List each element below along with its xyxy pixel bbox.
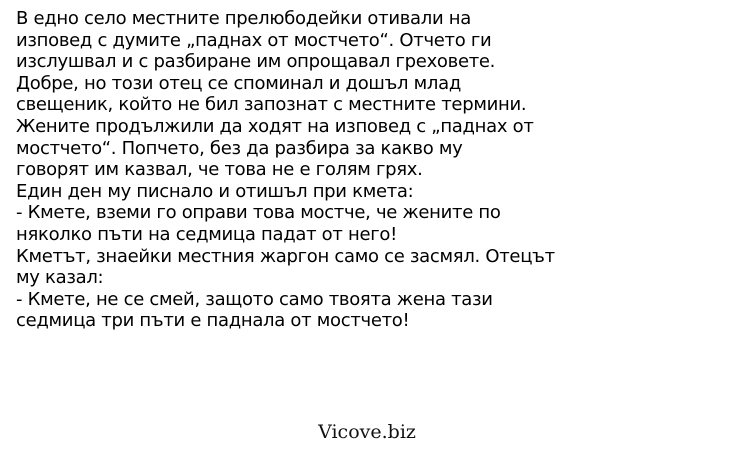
joke-line: изслушвал и с разбиране им опрощавал греховете. bbox=[16, 51, 496, 73]
joke-line: няколко пъти на седмица падат от него! bbox=[16, 223, 398, 245]
joke-line: свещеник, който не бил запознат с местните термини. bbox=[16, 94, 527, 116]
joke-line: говорят им казвал, че това не е голям грях. bbox=[16, 159, 423, 181]
site-watermark: Vicove.biz bbox=[318, 421, 416, 443]
joke-line: Добре, но този отец се споминал и дошъл млад bbox=[16, 72, 461, 94]
joke-line: - Кмете, вземи го оправи това мостче, че жените по bbox=[16, 202, 501, 224]
joke-line: изповед с думите „паднах от мостчето“. Отчето ги bbox=[16, 29, 492, 51]
joke-text bbox=[16, 8, 732, 332]
joke-line: Един ден му писнало и отишъл при кмета: bbox=[16, 180, 414, 202]
joke-line: - Кмете, не се смей, защото само твоята жена тази bbox=[16, 288, 493, 310]
joke-line: му казал: bbox=[16, 267, 104, 289]
joke-line: В едно село местните прелюбодейки отивали на bbox=[16, 8, 471, 29]
joke-line: Кметът, знаейки местния жаргон само се засмял. Отецът bbox=[16, 245, 555, 267]
joke-line: мостчето“. Попчето, без да разбира за какво му bbox=[16, 137, 463, 159]
joke-line: седмица три пъти е паднала от мостчето! bbox=[16, 310, 410, 332]
joke-line: Жените продължили да ходят на изповед с „паднах от bbox=[16, 115, 534, 137]
